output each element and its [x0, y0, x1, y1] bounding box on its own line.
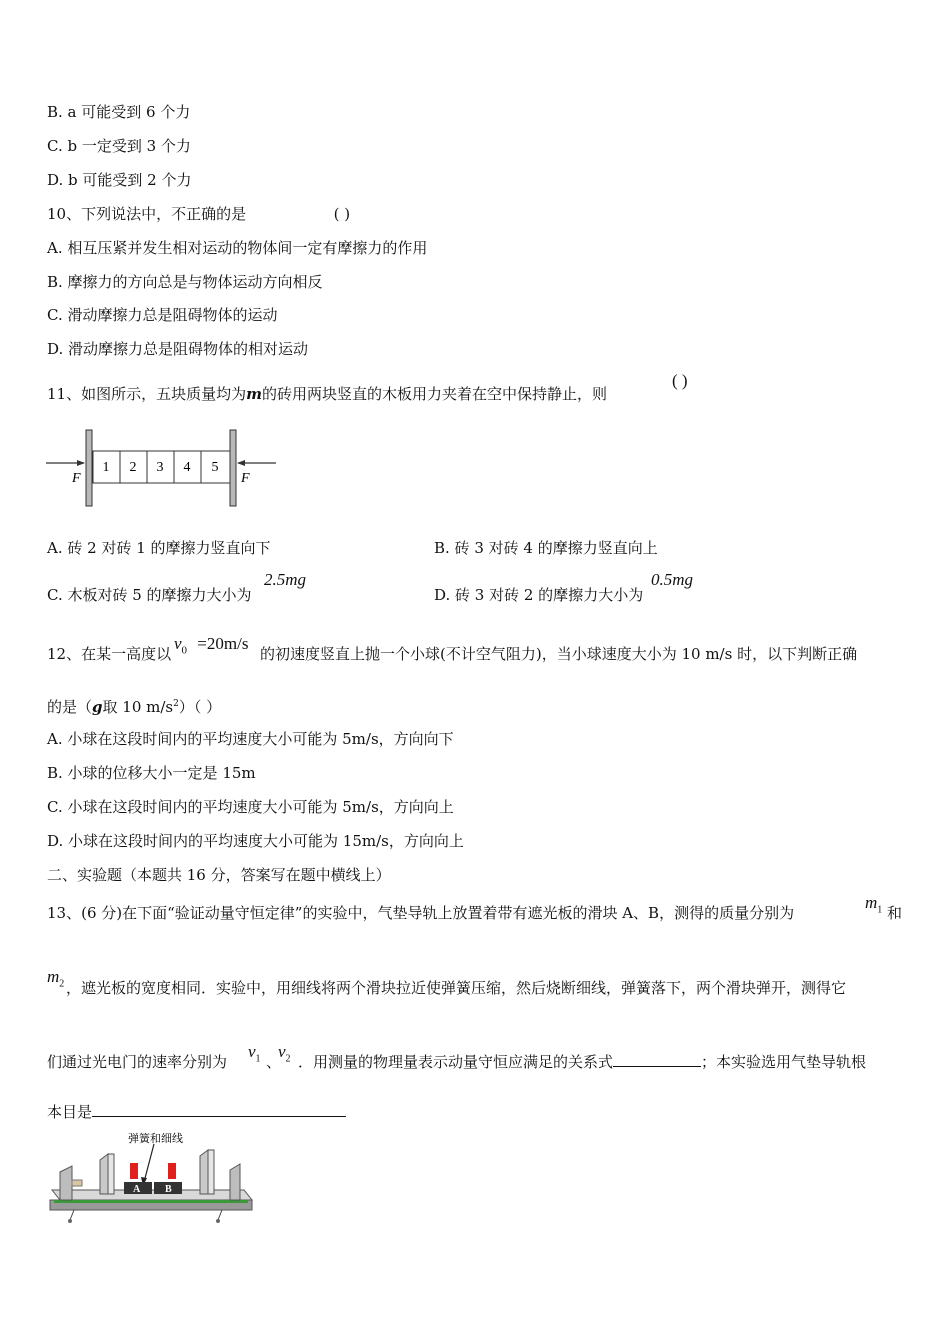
q13-line1-end: 和	[887, 904, 903, 922]
q13-v1-symbol: v	[248, 1042, 256, 1061]
q13-m2-symbol: m	[47, 967, 60, 986]
photogate-1	[100, 1154, 108, 1194]
section-2-heading: 二、实验题（本题共 16 分，答案写在题中横线上）	[47, 866, 391, 884]
q13-line3-rest	[298, 1052, 866, 1072]
q13-v2-sub: 2	[285, 1053, 291, 1065]
q13-v1-sub: 1	[255, 1053, 261, 1065]
q11-stem-pre: 11、如图所示，五块质量均为	[47, 385, 247, 403]
q9-option-c: C. b 一定受到 3 个力	[47, 137, 191, 155]
left-force-label: F	[72, 471, 81, 486]
q12-option-b: B. 小球的位移大小一定是 15m	[47, 764, 256, 782]
figure-caption: 弹簧和细线	[128, 1132, 183, 1145]
q11-option-c-math: 2.5mg	[264, 570, 307, 589]
q11-stem-m: m	[246, 385, 262, 403]
q13-m2-sub: 2	[59, 978, 65, 990]
q12-stem-pre: 12、在某一高度以	[47, 645, 172, 663]
q12-line2-pre: 的是（	[47, 698, 93, 716]
q12-stem-post: 的初速度竖直上抛一个小球(不计空气阻力)，当小球速度大小为 10 m/s 时，以下判断正确	[260, 645, 858, 663]
slider-a-label: A	[133, 1184, 141, 1195]
q13-air-track-figure	[44, 1130, 256, 1226]
right-foot	[218, 1210, 222, 1220]
brick-label-3: 3	[156, 460, 164, 475]
q12-line2-mid: 取 10 m/s	[102, 698, 174, 716]
q12-v0	[174, 634, 248, 656]
q10-option-a: A. 相互压紧并发生相对运动的物体间一定有摩擦力的作用	[47, 239, 428, 257]
q13-line3-mid: ．用测量的物理量表示动量守恒应满足的关系式	[298, 1053, 614, 1071]
right-arrow-head	[237, 460, 245, 466]
q9-option-b: B. a 可能受到 6 个力	[47, 103, 191, 121]
q13-m1-sub: 1	[877, 904, 883, 916]
q10-option-c: C. 滑动摩擦力总是阻碍物体的运动	[47, 306, 278, 324]
q11-option-c: C. 木板对砖 5 的摩擦力大小为	[47, 586, 252, 604]
q13-answer-blank-2[interactable]	[92, 1102, 346, 1117]
brick-label-1: 1	[102, 460, 110, 475]
q12-g-symbol: g	[92, 698, 103, 716]
q13-answer-blank-1[interactable]	[613, 1052, 701, 1067]
photogate-2	[200, 1150, 208, 1194]
q12-v0-sub: 0	[181, 644, 188, 657]
q11-option-a: A. 砖 2 对砖 1 的摩擦力竖直向下	[47, 539, 271, 557]
q12-option-d: D. 小球在这段时间内的平均速度大小可能为 15m/s，方向向上	[47, 832, 464, 850]
brick-label-2: 2	[129, 460, 137, 475]
photogate-1-face	[108, 1154, 114, 1194]
left-end-stand	[60, 1166, 72, 1200]
q11-stem-post: 的砖用两块竖直的木板用力夹着在空中保持静止，则	[261, 385, 607, 403]
q12-line2	[47, 694, 221, 717]
slider-b-shutter	[168, 1163, 176, 1179]
q11-option-d: D. 砖 3 对砖 2 的摩擦力大小为	[434, 586, 644, 604]
q10-answer-paren: ( )	[333, 205, 351, 223]
q13-line1: 13、(6 分)在下面“验证动量守恒定律”的实验中，气垫导轨上放置着带有遮光板的滑块 A、B，测得的质量分别为	[47, 904, 795, 922]
q13-m2	[47, 967, 64, 989]
q11-option-d-math: 0.5mg	[651, 570, 694, 589]
left-foot	[70, 1210, 74, 1220]
q12-option-c: C. 小球在这段时间内的平均速度大小可能为 5m/s，方向向上	[47, 798, 454, 816]
slider-b-label: B	[165, 1184, 172, 1195]
right-board	[230, 430, 236, 506]
q9-option-d: D. b 可能受到 2 个力	[47, 171, 192, 189]
bricks	[93, 451, 230, 483]
caption-pointer	[144, 1144, 154, 1182]
brick-label-4: 4	[183, 460, 191, 475]
q13-line2: ，遮光板的宽度相同．实验中，用细线将两个滑块拉近使弹簧压缩，然后烧断细线，弹簧落下，两个滑块弹开，测得它	[66, 979, 847, 997]
track-green-strip	[54, 1200, 248, 1203]
q13-line3-post: ；本实验选用气垫导轨根	[701, 1053, 867, 1071]
q13-m1	[865, 893, 882, 915]
right-end-stand	[230, 1164, 240, 1200]
left-connector	[72, 1180, 82, 1186]
q10-option-d: D. 滑动摩擦力总是阻碍物体的相对运动	[47, 340, 309, 358]
q10-stem	[47, 204, 350, 224]
q13-m1-symbol: m	[865, 893, 878, 912]
q10-stem-text: 10、下列说法中，不正确的是	[47, 205, 247, 223]
q13-sep: 、	[266, 1053, 282, 1071]
q11-stem	[47, 384, 607, 404]
q13-line4	[47, 1102, 346, 1122]
left-arrow-head	[77, 460, 85, 466]
left-board	[86, 430, 92, 506]
q13-v2	[278, 1042, 291, 1064]
q13-line3-pre: 们通过光电门的速率分别为	[47, 1053, 228, 1071]
right-force-label: F	[241, 471, 250, 486]
q12-line2-post: ）（ ）	[178, 698, 222, 716]
q12-line2-sup: 2	[173, 699, 179, 709]
photogate-2-face	[208, 1150, 214, 1194]
q12-v0-value: =20m/s	[197, 634, 249, 653]
q10-option-b: B. 摩擦力的方向总是与物体运动方向相反	[47, 273, 323, 291]
brick-label-5: 5	[211, 460, 219, 475]
q11-answer-paren: ( )	[672, 371, 688, 390]
q12-option-a: A. 小球在这段时间内的平均速度大小可能为 5m/s，方向向下	[47, 730, 454, 748]
q11-option-b: B. 砖 3 对砖 4 的摩擦力竖直向上	[434, 539, 658, 557]
q13-line4-text: 本目是	[47, 1103, 93, 1121]
q13-v2-symbol: v	[278, 1042, 286, 1061]
q12-v0-symbol: v	[174, 634, 182, 653]
right-foot-screw	[216, 1219, 220, 1223]
left-foot-screw	[68, 1219, 72, 1223]
slider-a-shutter	[130, 1163, 138, 1179]
q13-v1	[248, 1042, 261, 1064]
q11-brick-figure	[44, 426, 284, 510]
